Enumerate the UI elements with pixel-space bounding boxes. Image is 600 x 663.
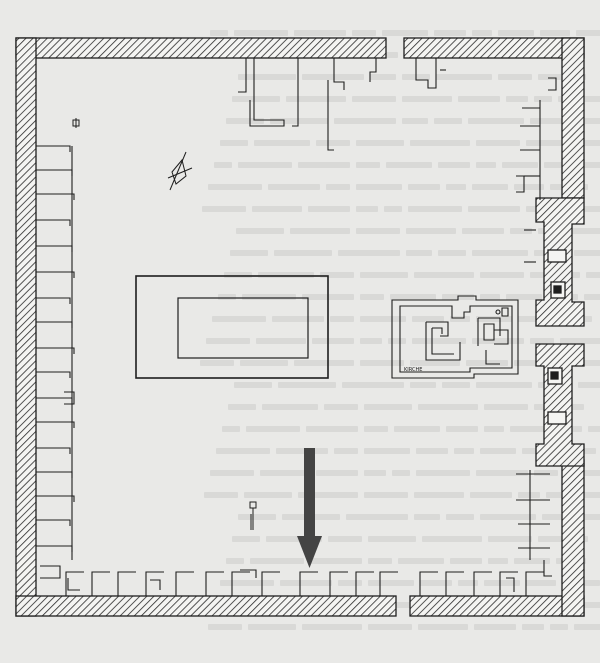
show-through-word [244,492,292,498]
barrack-partition [36,298,70,304]
show-through-word [256,338,306,344]
show-through-word [446,514,474,520]
show-through-word [550,624,568,630]
grid-marker-icon [73,118,79,128]
show-through-word [210,470,254,476]
show-through-word [530,118,564,124]
south-room-partition [146,572,164,596]
show-through-word [238,514,276,520]
show-through-word [260,470,310,476]
show-through-word [320,272,354,278]
show-through-word [466,360,508,366]
show-through-word [226,118,264,124]
show-through-word [390,294,436,300]
show-through-word [252,206,302,212]
show-through-word [410,382,436,388]
show-through-word [416,470,470,476]
show-through-word [480,514,536,520]
south-room-detail [240,570,256,578]
barrack-partition [36,422,74,428]
show-through-word [458,580,478,586]
show-through-word [208,624,242,630]
show-through-word [468,118,524,124]
show-through-word [414,514,440,520]
show-through-word [258,272,314,278]
show-through-word [472,338,524,344]
show-through-word [418,404,478,410]
show-through-word [308,206,350,212]
show-through-word [370,74,396,80]
south-room-detail [150,580,160,590]
show-through-word [286,96,346,102]
barrack-partition [36,348,74,354]
show-through-word [310,558,362,564]
show-through-word [342,382,404,388]
show-through-word [578,382,600,388]
show-through-word [472,30,492,36]
show-through-word [526,580,556,586]
show-through-word [326,184,350,190]
show-through-word [510,426,546,432]
show-through-word [468,206,520,212]
show-through-word [232,96,280,102]
church-label: KIRCHE [404,367,423,373]
show-through-word [204,492,238,498]
show-through-word [214,162,232,168]
show-through-word [360,360,404,366]
show-through-word [434,30,466,36]
show-through-word [470,492,512,498]
show-through-word [458,96,500,102]
show-through-word [246,426,300,432]
show-through-word [278,382,336,388]
show-through-word [530,338,554,344]
show-through-word [412,338,466,344]
show-through-word [476,382,532,388]
show-through-word [484,404,528,410]
show-through-word [232,536,260,542]
show-through-word [484,426,504,432]
show-through-word [254,140,310,146]
show-through-word [584,294,600,300]
show-through-word [410,140,470,146]
show-through-word [534,96,552,102]
show-through-word [316,470,358,476]
show-through-word [582,514,600,520]
east-wall-south [562,460,584,616]
show-through-word [220,580,274,586]
show-through-word [338,250,400,256]
show-through-word [346,514,408,520]
show-through-word [356,206,378,212]
show-through-word [230,250,268,256]
barrack-partition [36,272,74,278]
barrack-partition [36,398,72,404]
show-through-word [438,250,466,256]
show-through-word [368,624,412,630]
show-through-word [294,30,346,36]
barrack-partition [36,246,72,252]
interior-markers [73,118,256,530]
show-through-word [438,162,470,168]
show-through-word [436,74,492,80]
show-through-word [498,30,534,36]
show-through-word [334,448,358,454]
show-through-word [228,404,256,410]
show-through-word [446,184,466,190]
show-through-word [574,250,600,256]
show-through-word [240,360,288,366]
show-through-word [434,118,462,124]
show-through-word [356,184,402,190]
show-through-word [328,536,362,542]
show-through-word [234,382,272,388]
east-gate-towers [536,198,584,466]
show-through-word [522,624,544,630]
barrack-partition [36,546,72,552]
show-through-word [412,316,444,322]
show-through-word [392,470,410,476]
show-through-word [312,338,354,344]
show-through-word [476,316,512,322]
show-through-word [388,338,406,344]
show-through-word [488,558,508,564]
show-through-word [360,272,408,278]
show-through-word [276,448,328,454]
show-through-word [262,404,318,410]
show-through-word [394,426,440,432]
show-through-word [560,338,600,344]
show-through-word [406,228,456,234]
show-through-word [514,558,550,564]
show-through-word [474,624,516,630]
show-through-word [498,74,532,80]
central-building-inner [178,298,308,358]
show-through-word [356,228,400,234]
show-through-word [234,30,288,36]
show-through-word [476,470,528,476]
show-through-word [334,118,396,124]
show-through-word [576,30,600,36]
show-through-word [364,492,408,498]
show-through-word [290,228,350,234]
show-through-word [382,30,428,36]
show-through-word [398,558,444,564]
show-through-word [514,360,536,366]
east-wall-north [562,38,584,198]
show-through-word [586,272,600,278]
show-through-word [510,228,532,234]
show-through-word [364,448,410,454]
show-through-word [462,228,504,234]
show-through-word [298,162,350,168]
show-through-word [302,624,362,630]
show-through-word [338,580,362,586]
show-through-word [450,316,470,322]
show-through-word [534,470,558,476]
north-wall-west [16,38,386,58]
show-through-word [488,536,532,542]
barrack-partition [36,322,72,328]
show-through-word [588,426,600,432]
show-through-word [442,382,470,388]
show-through-word [352,30,376,36]
show-through-word [368,580,414,586]
show-through-word [208,184,262,190]
barrack-partition [36,220,70,226]
show-through-word [484,580,520,586]
show-through-word [268,184,320,190]
south-room-detail [40,566,60,578]
show-through-word [200,360,234,366]
barrack-partition [36,170,72,176]
show-through-word [574,624,600,630]
show-through-word [202,206,246,212]
show-through-word [546,492,564,498]
show-through-word [480,272,524,278]
show-through-word [502,162,538,168]
show-through-word [280,580,332,586]
show-through-word [226,558,244,564]
show-through-word [248,624,296,630]
show-through-word [360,316,406,322]
show-through-word [220,140,248,146]
show-through-word [368,536,416,542]
show-through-word [384,206,402,212]
show-through-word [414,272,474,278]
show-through-word [238,162,292,168]
show-through-word [476,140,520,146]
show-through-word [364,404,412,410]
south-room-partition [118,572,136,596]
show-through-word [238,74,296,80]
show-through-word [206,338,250,344]
show-through-word [302,74,364,80]
outer-walls [16,38,584,616]
show-through-word [402,118,428,124]
show-through-word [324,404,358,410]
show-through-word [352,96,396,102]
show-through-word [410,360,460,366]
show-through-word [480,448,516,454]
north-arrow-icon [168,152,192,190]
show-through-word [330,316,354,322]
show-through-word [212,316,266,322]
show-through-word [414,492,464,498]
show-through-word [242,294,296,300]
barrack-partition [36,372,70,378]
show-through-word [236,228,284,234]
show-through-word [518,492,540,498]
barrack-partition [36,472,72,478]
show-through-word [250,558,304,564]
north-wall-east [404,38,584,58]
show-through-word [402,96,452,102]
show-through-word [216,448,270,454]
west-barracks [36,146,80,590]
south-wall-east [410,596,584,616]
show-through-word [582,140,600,146]
entrance-arrow-icon [297,448,322,568]
show-through-word [218,294,236,300]
south-room-partition [176,572,194,596]
show-through-word [368,558,392,564]
show-through-word [364,426,388,432]
show-through-word [222,426,240,432]
show-through-word [274,250,332,256]
show-through-word [506,96,528,102]
barrack-partition [36,194,74,200]
show-through-word [450,558,482,564]
show-through-word [224,272,252,278]
show-through-word [446,426,478,432]
show-through-word [360,294,384,300]
show-through-word [540,30,570,36]
show-through-word [356,140,404,146]
show-through-word [306,426,358,432]
show-through-word [408,206,462,212]
show-through-word [472,250,528,256]
show-through-word [480,294,500,300]
barrack-partition [36,496,74,502]
show-through-word [506,294,542,300]
show-through-word [416,448,448,454]
barrack-partition [36,520,70,526]
south-room-partition [92,572,110,596]
barrack-partition [36,146,70,152]
south-room-partition [66,572,84,596]
show-through-word [272,316,324,322]
show-through-word [360,338,382,344]
south-wall-west [16,596,396,616]
show-through-word [418,624,468,630]
show-through-word [316,140,350,146]
show-through-word [408,184,440,190]
show-through-word [420,580,452,586]
show-through-word [210,30,228,36]
show-through-word [454,448,474,454]
show-through-word [406,250,432,256]
west-wall [16,38,36,616]
show-through-word [476,162,496,168]
show-through-word [356,162,380,168]
show-through-word [364,470,386,476]
barrack-partition [36,448,70,454]
show-through-word [294,360,354,366]
barrack-detail [68,578,80,590]
show-through-word [472,184,508,190]
show-through-word [422,536,482,542]
show-through-word [386,162,432,168]
show-through-word [270,118,328,124]
